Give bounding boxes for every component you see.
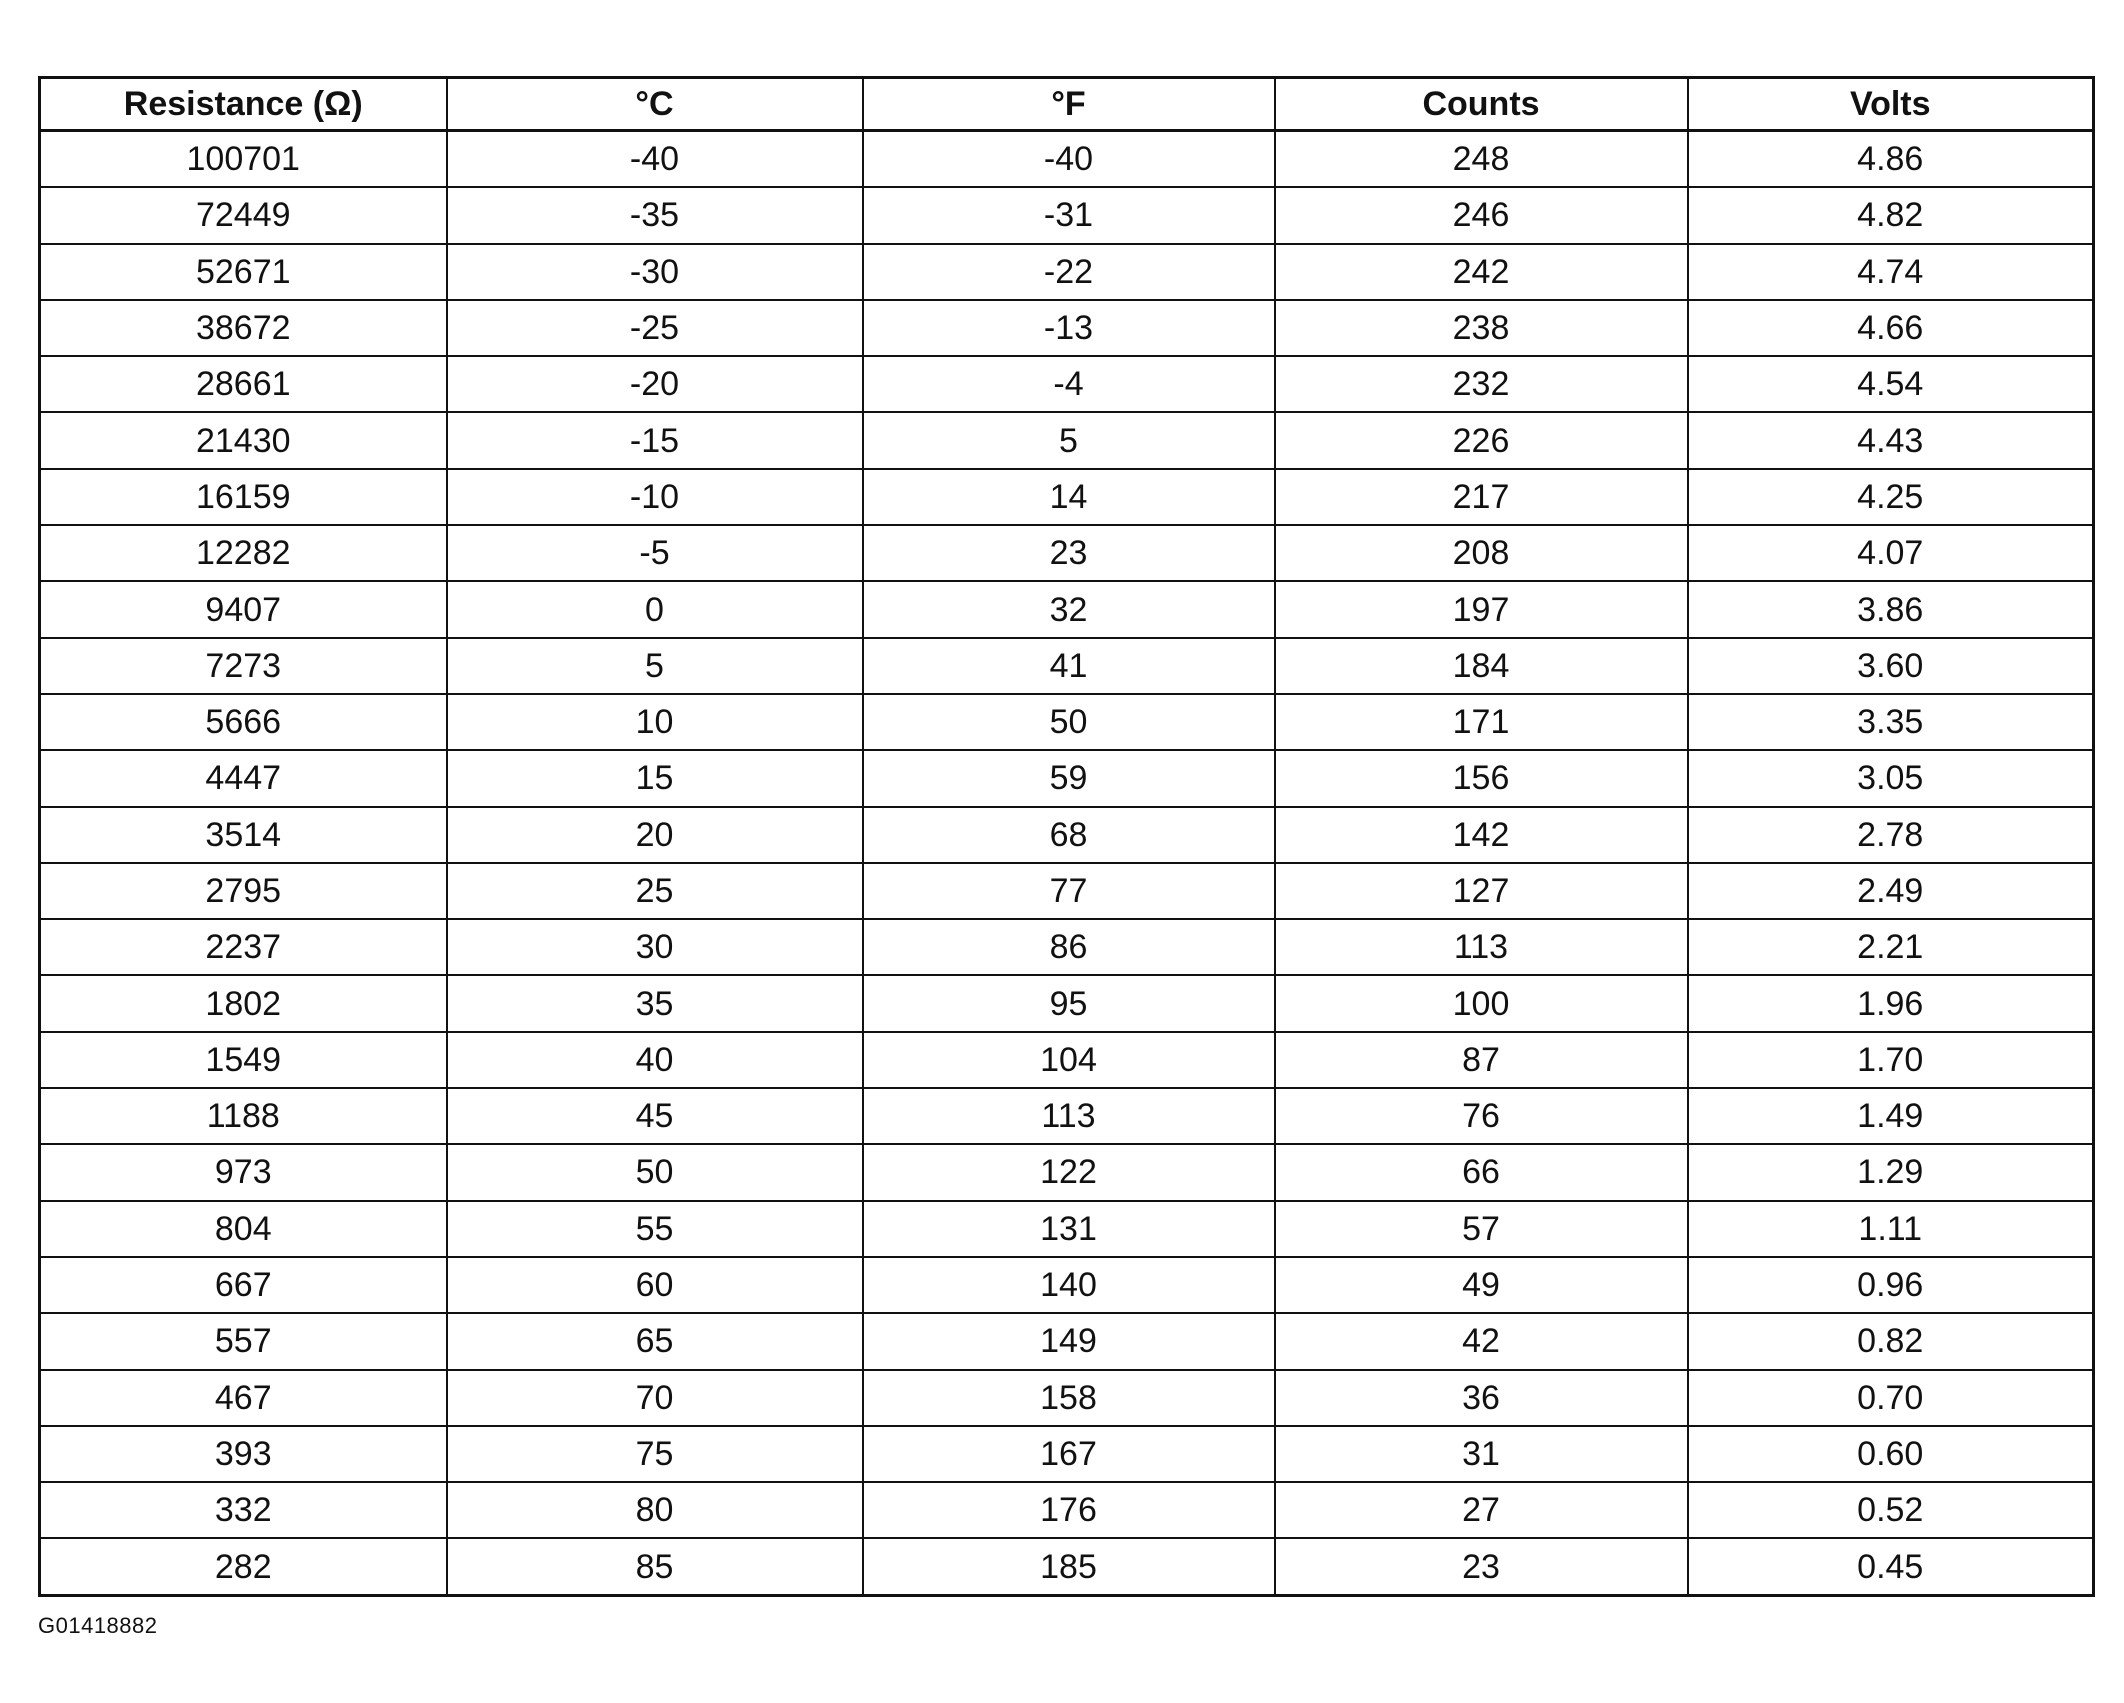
volts-cell: 3.86: [1688, 581, 2094, 637]
table-row: [40, 187, 2094, 243]
resistance-cell: 38672: [40, 300, 447, 356]
table-row: [40, 244, 2094, 300]
table-row: [40, 412, 2094, 468]
resistance-cell: 9407: [40, 581, 447, 637]
table-row: [40, 863, 2094, 919]
resistance-cell: 973: [40, 1144, 447, 1200]
volts-cell: 0.82: [1688, 1313, 2094, 1369]
table-row: [40, 807, 2094, 863]
counts-cell: 197: [1275, 581, 1688, 637]
celsius-cell: 15: [447, 750, 863, 806]
fahrenheit-cell: 104: [863, 1032, 1275, 1088]
celsius-cell: 5: [447, 638, 863, 694]
counts-cell: 76: [1275, 1088, 1688, 1144]
counts-cell: 171: [1275, 694, 1688, 750]
figure-id-label: G01418882: [38, 1613, 158, 1638]
resistance-cell: 72449: [40, 187, 447, 243]
celsius-cell: 70: [447, 1370, 863, 1426]
resistance-cell: 282: [40, 1538, 447, 1595]
fahrenheit-cell: -4: [863, 356, 1275, 412]
counts-cell: 31: [1275, 1426, 1688, 1482]
resistance-cell: 52671: [40, 244, 447, 300]
resistance-cell: 804: [40, 1201, 447, 1257]
counts-cell: 238: [1275, 300, 1688, 356]
resistance-cell: 393: [40, 1426, 447, 1482]
table-row: [40, 1426, 2094, 1482]
table-row: [40, 1088, 2094, 1144]
fahrenheit-cell: -40: [863, 131, 1275, 188]
celsius-cell: -15: [447, 412, 863, 468]
counts-cell: 208: [1275, 525, 1688, 581]
fahrenheit-cell: -13: [863, 300, 1275, 356]
fahrenheit-cell: 68: [863, 807, 1275, 863]
table-row: [40, 1144, 2094, 1200]
counts-cell: 87: [1275, 1032, 1688, 1088]
volts-cell: 0.52: [1688, 1482, 2094, 1538]
table-row: [40, 1538, 2094, 1595]
volts-cell: 4.82: [1688, 187, 2094, 243]
table-row: [40, 1313, 2094, 1369]
fahrenheit-cell: 41: [863, 638, 1275, 694]
table-row: [40, 975, 2094, 1031]
table-row: [40, 300, 2094, 356]
table-row: [40, 1032, 2094, 1088]
table-row: [40, 919, 2094, 975]
celsius-cell: 40: [447, 1032, 863, 1088]
resistance-cell: 467: [40, 1370, 447, 1426]
counts-cell: 217: [1275, 469, 1688, 525]
table-row: [40, 1201, 2094, 1257]
fahrenheit-cell: 113: [863, 1088, 1275, 1144]
volts-cell: 2.78: [1688, 807, 2094, 863]
counts-cell: 156: [1275, 750, 1688, 806]
resistance-cell: 2237: [40, 919, 447, 975]
resistance-cell: 28661: [40, 356, 447, 412]
fahrenheit-cell: 23: [863, 525, 1275, 581]
counts-cell: 226: [1275, 412, 1688, 468]
table-row: [40, 525, 2094, 581]
resistance-cell: 1802: [40, 975, 447, 1031]
fahrenheit-cell: 50: [863, 694, 1275, 750]
counts-cell: 248: [1275, 131, 1688, 188]
fahrenheit-cell: 149: [863, 1313, 1275, 1369]
celsius-cell: 75: [447, 1426, 863, 1482]
resistance-cell: 4447: [40, 750, 447, 806]
table-header: [40, 78, 2094, 131]
table-row: [40, 131, 2094, 188]
counts-cell: 36: [1275, 1370, 1688, 1426]
celsius-cell: 35: [447, 975, 863, 1031]
fahrenheit-cell: 158: [863, 1370, 1275, 1426]
counts-cell: 66: [1275, 1144, 1688, 1200]
volts-cell: 1.29: [1688, 1144, 2094, 1200]
volts-cell: 0.70: [1688, 1370, 2094, 1426]
counts-cell: 127: [1275, 863, 1688, 919]
resistance-cell: 12282: [40, 525, 447, 581]
resistance-cell: 21430: [40, 412, 447, 468]
header-fahrenheit: °F: [863, 78, 1275, 131]
celsius-cell: 50: [447, 1144, 863, 1200]
sensor-table-container: [38, 76, 2092, 1597]
celsius-cell: -40: [447, 131, 863, 188]
volts-cell: 4.66: [1688, 300, 2094, 356]
resistance-cell: 3514: [40, 807, 447, 863]
resistance-cell: 667: [40, 1257, 447, 1313]
counts-cell: 57: [1275, 1201, 1688, 1257]
volts-cell: 4.07: [1688, 525, 2094, 581]
volts-cell: 4.74: [1688, 244, 2094, 300]
celsius-cell: -20: [447, 356, 863, 412]
counts-cell: 49: [1275, 1257, 1688, 1313]
celsius-cell: -25: [447, 300, 863, 356]
resistance-cell: 16159: [40, 469, 447, 525]
volts-cell: 0.45: [1688, 1538, 2094, 1595]
celsius-cell: 10: [447, 694, 863, 750]
celsius-cell: -5: [447, 525, 863, 581]
table-row: [40, 750, 2094, 806]
fahrenheit-cell: 122: [863, 1144, 1275, 1200]
counts-cell: 42: [1275, 1313, 1688, 1369]
table-row: [40, 1482, 2094, 1538]
resistance-cell: 100701: [40, 131, 447, 188]
table-row: [40, 694, 2094, 750]
fahrenheit-cell: 32: [863, 581, 1275, 637]
volts-cell: 2.21: [1688, 919, 2094, 975]
volts-cell: 0.96: [1688, 1257, 2094, 1313]
fahrenheit-cell: 131: [863, 1201, 1275, 1257]
fahrenheit-cell: 176: [863, 1482, 1275, 1538]
celsius-cell: 65: [447, 1313, 863, 1369]
table-row: [40, 638, 2094, 694]
volts-cell: 1.11: [1688, 1201, 2094, 1257]
fahrenheit-cell: 95: [863, 975, 1275, 1031]
volts-cell: 3.35: [1688, 694, 2094, 750]
counts-cell: 100: [1275, 975, 1688, 1031]
table-row: [40, 469, 2094, 525]
table-row: [40, 1370, 2094, 1426]
counts-cell: 27: [1275, 1482, 1688, 1538]
volts-cell: 4.25: [1688, 469, 2094, 525]
counts-cell: 23: [1275, 1538, 1688, 1595]
volts-cell: 1.96: [1688, 975, 2094, 1031]
resistance-cell: 557: [40, 1313, 447, 1369]
resistance-cell: 2795: [40, 863, 447, 919]
fahrenheit-cell: -22: [863, 244, 1275, 300]
counts-cell: 242: [1275, 244, 1688, 300]
resistance-cell: 332: [40, 1482, 447, 1538]
celsius-cell: 55: [447, 1201, 863, 1257]
header-celsius: °C: [447, 78, 863, 131]
resistance-cell: 7273: [40, 638, 447, 694]
volts-cell: 4.43: [1688, 412, 2094, 468]
counts-cell: 246: [1275, 187, 1688, 243]
celsius-cell: -30: [447, 244, 863, 300]
fahrenheit-cell: 185: [863, 1538, 1275, 1595]
fahrenheit-cell: 86: [863, 919, 1275, 975]
table-body: [40, 131, 2094, 1596]
volts-cell: 1.49: [1688, 1088, 2094, 1144]
fahrenheit-cell: 5: [863, 412, 1275, 468]
fahrenheit-cell: 167: [863, 1426, 1275, 1482]
fahrenheit-cell: 59: [863, 750, 1275, 806]
resistance-cell: 5666: [40, 694, 447, 750]
table-row: [40, 581, 2094, 637]
celsius-cell: 80: [447, 1482, 863, 1538]
resistance-temperature-table: [38, 76, 2095, 1597]
resistance-cell: 1188: [40, 1088, 447, 1144]
header-volts: Volts: [1688, 78, 2094, 131]
volts-cell: 1.70: [1688, 1032, 2094, 1088]
fahrenheit-cell: 14: [863, 469, 1275, 525]
celsius-cell: -35: [447, 187, 863, 243]
counts-cell: 142: [1275, 807, 1688, 863]
celsius-cell: 20: [447, 807, 863, 863]
celsius-cell: 0: [447, 581, 863, 637]
fahrenheit-cell: 140: [863, 1257, 1275, 1313]
counts-cell: 184: [1275, 638, 1688, 694]
volts-cell: 4.54: [1688, 356, 2094, 412]
fahrenheit-cell: 77: [863, 863, 1275, 919]
volts-cell: 4.86: [1688, 131, 2094, 188]
counts-cell: 232: [1275, 356, 1688, 412]
volts-cell: 2.49: [1688, 863, 2094, 919]
celsius-cell: 45: [447, 1088, 863, 1144]
celsius-cell: 60: [447, 1257, 863, 1313]
celsius-cell: -10: [447, 469, 863, 525]
counts-cell: 113: [1275, 919, 1688, 975]
volts-cell: 3.60: [1688, 638, 2094, 694]
fahrenheit-cell: -31: [863, 187, 1275, 243]
table-row: [40, 356, 2094, 412]
volts-cell: 0.60: [1688, 1426, 2094, 1482]
header-counts: Counts: [1275, 78, 1688, 131]
resistance-cell: 1549: [40, 1032, 447, 1088]
celsius-cell: 30: [447, 919, 863, 975]
celsius-cell: 85: [447, 1538, 863, 1595]
volts-cell: 3.05: [1688, 750, 2094, 806]
celsius-cell: 25: [447, 863, 863, 919]
header-resistance: Resistance (Ω): [40, 78, 447, 131]
header-row: [40, 78, 2094, 131]
table-row: [40, 1257, 2094, 1313]
